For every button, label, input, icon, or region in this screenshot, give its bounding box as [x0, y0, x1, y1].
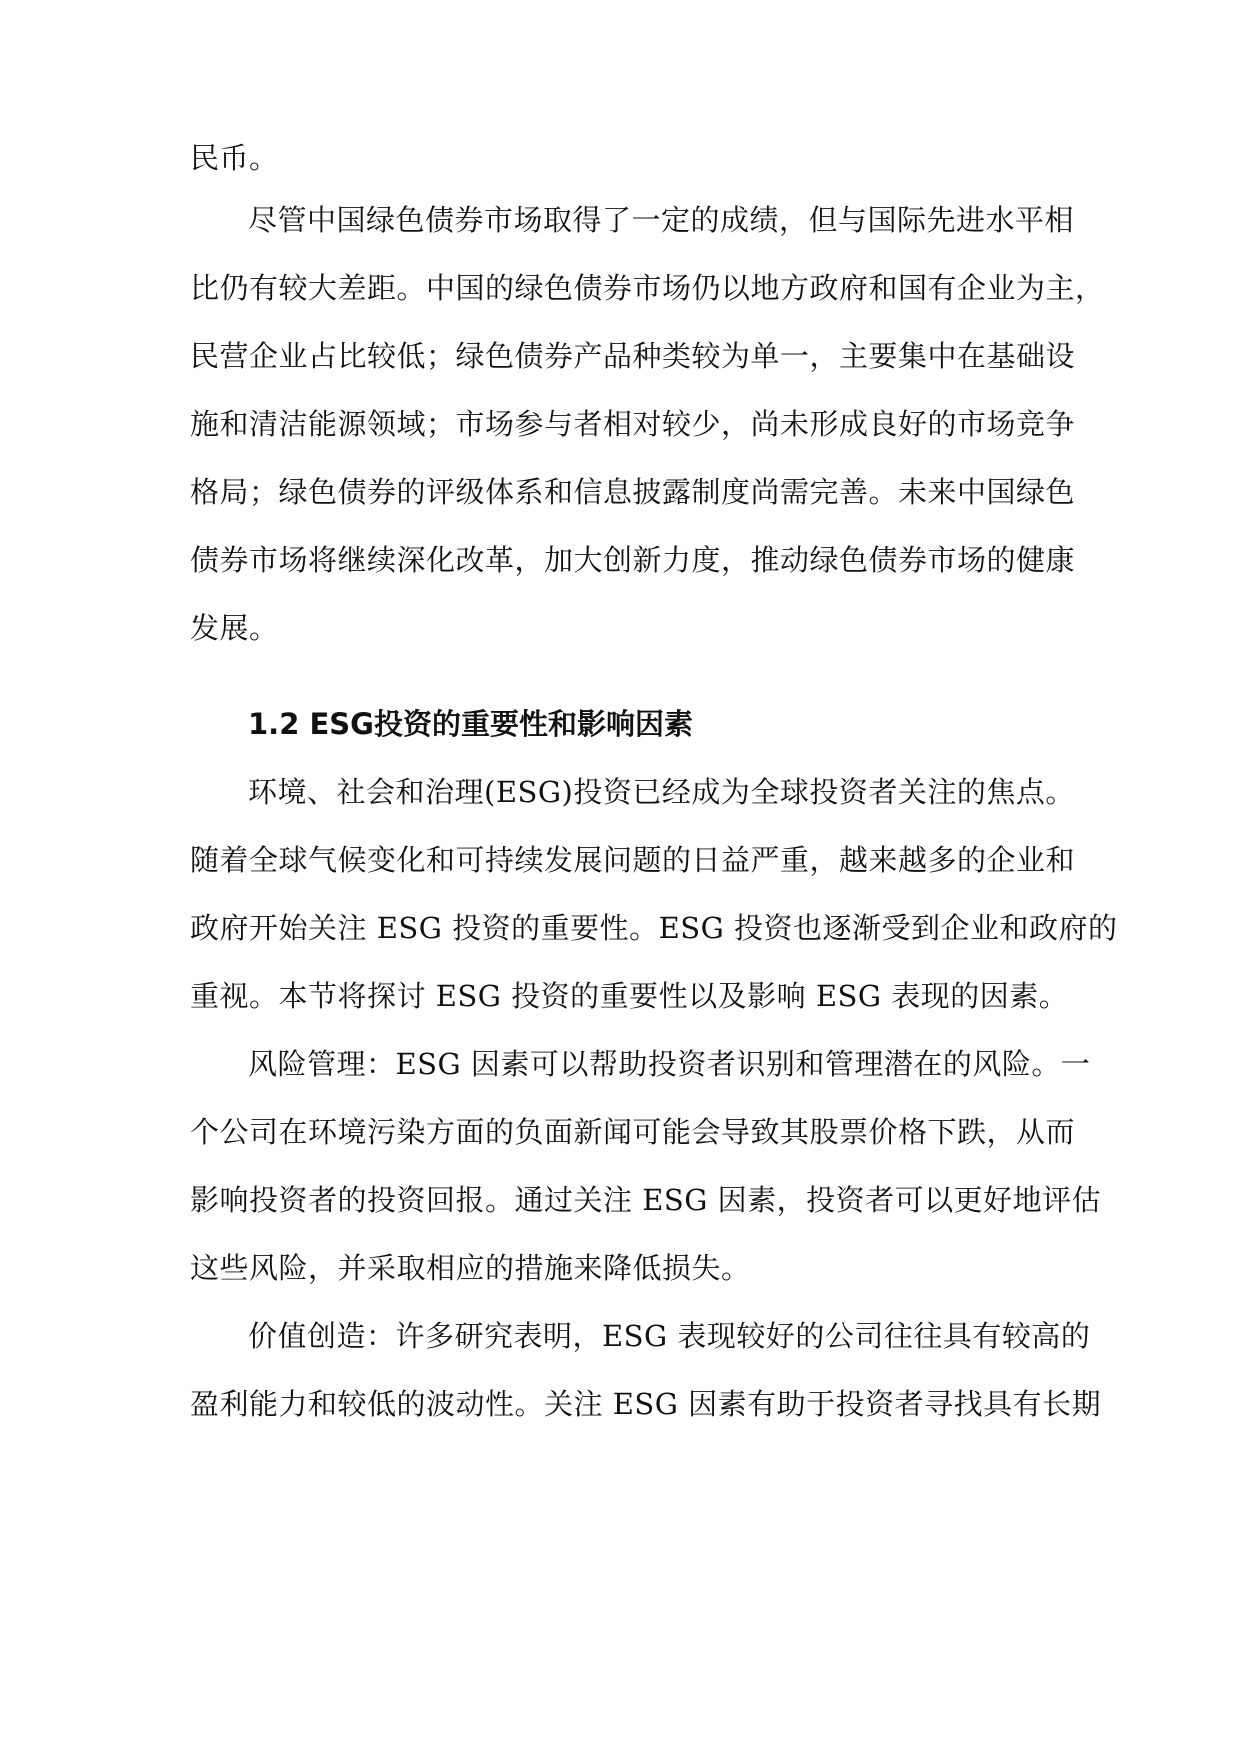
paragraph-line: 环境、社会和治理(ESG)投资已经成为全球投资者关注的焦点。 [248, 775, 1075, 809]
paragraph-line: 发展。 [190, 611, 279, 645]
paragraph-line: 这些风险，并采取相应的措施来降低损失。 [190, 1251, 751, 1285]
section-heading: 1.2 ESG投资的重要性和影响因素 [248, 707, 693, 741]
paragraph-line: 盈利能力和较低的波动性。关注 ESG 因素有助于投资者寻找具有长期 [190, 1387, 1102, 1421]
paragraph-line: 价值创造：许多研究表明，ESG 表现较好的公司往往具有较高的 [248, 1319, 1091, 1353]
paragraph-line: 债券市场将继续深化改革，加大创新力度，推动绿色债券市场的健康 [190, 543, 1076, 577]
paragraph-line: 随着全球气候变化和可持续发展问题的日益严重，越来越多的企业和 [190, 843, 1076, 877]
paragraph-line: 比仍有较大差距。中国的绿色债券市场仍以地方政府和国有企业为主， [190, 271, 1105, 305]
paragraph-line: 尽管中国绿色债券市场取得了一定的成绩，但与国际先进水平相 [248, 203, 1075, 237]
paragraph-line: 民营企业占比较低；绿色债券产品种类较为单一，主要集中在基础设 [190, 339, 1076, 373]
paragraph-line: 重视。本节将探讨 ESG 投资的重要性以及影响 ESG 表现的因素。 [190, 979, 1069, 1013]
paragraph-line: 民币。 [190, 141, 279, 175]
paragraph-line: 影响投资者的投资回报。通过关注 ESG 因素，投资者可以更好地评估 [190, 1183, 1102, 1217]
paragraph-line: 个公司在环境污染方面的负面新闻可能会导致其股票价格下跌，从而 [190, 1115, 1076, 1149]
paragraph-line: 格局；绿色债券的评级体系和信息披露制度尚需完善。未来中国绿色 [190, 475, 1076, 509]
paragraph-line: 政府开始关注 ESG 投资的重要性。ESG 投资也逐渐受到企业和政府的 [190, 911, 1118, 945]
paragraph-line: 风险管理：ESG 因素可以帮助投资者识别和管理潜在的风险。一 [248, 1047, 1091, 1081]
paragraph-line: 施和清洁能源领域；市场参与者相对较少，尚未形成良好的市场竞争 [190, 407, 1076, 441]
